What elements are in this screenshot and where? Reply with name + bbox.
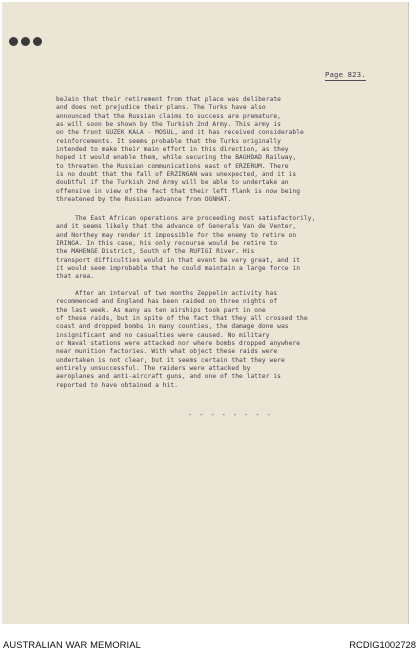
punch-hole (21, 37, 30, 46)
section-separator: - - - - - - - - (188, 411, 273, 419)
paragraph-turkish-army: beJain that their retirement from that place was deliberate and does not prejudice their plans. The Turks have also announced that the Russian claims to success are premature, as will soon be shown by the Turkish 2nd Army. This army is on the front GUZEK KALA - MOSUL, and it has received considerable reinforcements. It seems probable that the Turks originally intended to make their main effort in this direction, as they hoped it would enable them, while securing the BAGHDAD Railway, to threaten the Russian communications east of ERZERUM. There is no doubt that the fall of ERZINGAN was unexpected, and it is doubtful if the Turkish 2nd Army will be able to undertake an offensive in view of the fact that their left flank is now being threatened by the Russian advance from OGNHAT. (56, 96, 304, 204)
archive-footer (0, 630, 419, 654)
paragraph-zeppelin-raids: After an interval of two months Zeppelin activity has recommenced and England has been raided on three nights of the last week. As many as ten airships took part in one of these raids, but in spite of the fact that they all crossed the coast and dropped bombs in many counties, the damage done was insignificant and no casualties were caused. No military or Naval stations were attacked nor where bombs dropped anywhere near munition factories. With what object these raids were undertaken is not clear, but it seems certain that they were entirely unsuccessful. The raiders were attacked by aeroplanes and anti-aircraft guns, and one of the latter is reported to have obtained a hit. (56, 290, 308, 389)
punch-hole (9, 37, 18, 46)
institution-name: AUSTRALIAN WAR MEMORIAL (3, 639, 141, 650)
page-number: Page 823. (325, 70, 366, 79)
paragraph-east-africa: The East African operations are proceeding most satisfactorily, and it seems likely that the advance of Generals Van de Venter, and Northey may render it impossible for the enemy to retire on IRINGA. In this case, his only recourse would be retire to the MAHENGE District, South of the RUFIGI River. His transport difficulties would in that event be very great, and it it would seem improbable that he could maintain a large force in that area. (56, 215, 316, 281)
punch-hole (33, 37, 42, 46)
record-reference: RCDIG1002728 (349, 639, 416, 650)
